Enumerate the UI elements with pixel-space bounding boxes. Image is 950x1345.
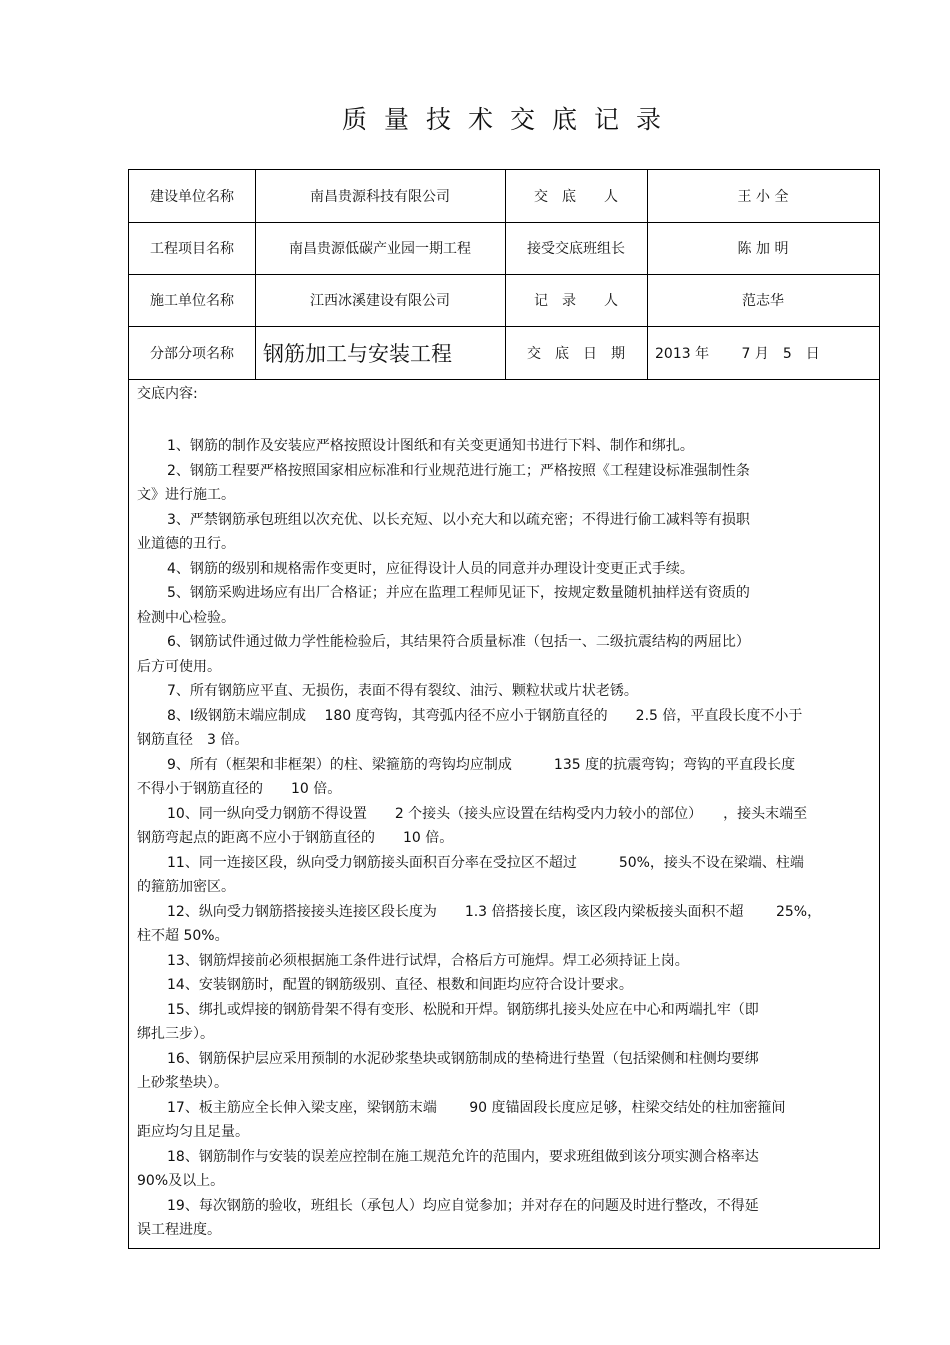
list-item: 8、Ⅰ级钢筋末端应制成 180 度弯钩，其弯弧内径不应小于钢筋直径的 2.5 倍，平直段长度不小于 钢筋直径 3 倍。 xyxy=(137,707,803,748)
list-item: 12、纵向受力钢筋搭接接头连接区段长度为 1.3 倍搭接长度，该区段内梁板接头面积不超 25%， 柱不超 50%。 xyxy=(137,903,822,944)
list-item: 2、钢筋工程要严格按照国家相应标准和行业规范进行施工；严格按照《工程建设标准强制性条 文》进行施工。 xyxy=(137,462,750,503)
record-table xyxy=(128,169,880,1249)
value-date: 2013 年 7 月 5 日 xyxy=(655,345,820,362)
label-subproject: 分部分项名称 xyxy=(150,345,234,362)
list-item: 16、钢筋保护层应采用预制的水泥砂浆垫块或钢筋制成的垫椅进行垫置（包括梁侧和柱侧均要绑 上砂浆垫块）。 xyxy=(137,1050,759,1091)
list-item: 1、钢筋的制作及安装应严格按照设计图纸和有关变更通知书进行下料、制作和绑扎。 xyxy=(167,438,694,454)
list-item: 3、严禁钢筋承包班组以次充优、以长充短、以小充大和以疏充密；不得进行偷工减料等有损职 业道德的丑行。 xyxy=(137,511,750,552)
list-item: 17、板主筋应全长伸入梁支座，梁钢筋末端 90 度锚固段长度应足够，柱梁交结处的柱加密箍间 距应均匀且足量。 xyxy=(137,1099,786,1140)
label-contractor: 施工单位名称 xyxy=(150,293,234,309)
label-date: 交 底 日 期 xyxy=(527,345,625,362)
briefing-content xyxy=(137,382,873,1243)
value-team-leader: 陈 加 明 xyxy=(737,241,789,257)
row-divider xyxy=(129,379,879,380)
value-contractor: 江西冰溪建设有限公司 xyxy=(310,293,450,309)
value-subproject: 钢筋加工与安装工程 xyxy=(263,341,452,366)
list-item: 5、钢筋采购进场应有出厂合格证；并应在监理工程师见证下，按规定数量随机抽样送有资质的 检测中心检验。 xyxy=(137,585,750,626)
list-item: 6、钢筋试件通过做力学性能检验后，其结果符合质量标准（包括一、二级抗震结构的两屈比） 后方可使用。 xyxy=(137,634,750,675)
list-item: 7、所有钢筋应平直、无损伤，表面不得有裂纹、油污、颗粒状或片状老锈。 xyxy=(167,683,638,699)
label-project: 工程项目名称 xyxy=(150,241,234,257)
label-presenter: 交 底 人 xyxy=(534,189,618,205)
document-title: 质量技术交底记录 xyxy=(341,105,678,134)
list-item: 18、钢筋制作与安装的误差应控制在施工规范允许的范围内，要求班组做到该分项实测合格率达 90%及以上。 xyxy=(137,1148,759,1189)
list-item: 10、同一纵向受力钢筋不得设置 2 个接头（接头应设置在结构受内力较小的部位） ，接头末端至 钢筋弯起点的距离不应小于钢筋直径的 10 倍。 xyxy=(137,805,808,846)
value-presenter: 王 小 全 xyxy=(737,189,789,205)
label-recorder: 记 录 人 xyxy=(534,293,618,309)
list-item: 15、绑扎或焊接的钢筋骨架不得有变形、松脱和开焊。钢筋绑扎接头处应在中心和两端扎牢（即 绑扎三步）。 xyxy=(137,1001,759,1042)
value-client: 南昌贵源科技有限公司 xyxy=(310,189,450,205)
list-item: 19、每次钢筋的验收，班组长（承包人）均应自觉参加；并对存在的问题及时进行整改，不得延 误工程进度。 xyxy=(137,1197,759,1238)
list-item: 11、同一连接区段，纵向受力钢筋接头面积百分率在受拉区不超过 50%，接头不设在梁端、柱端 的箍筋加密区。 xyxy=(137,854,804,895)
value-project: 南昌贵源低碳产业园一期工程 xyxy=(289,241,471,257)
content-label: 交底内容: xyxy=(137,386,198,402)
list-item: 4、钢筋的级别和规格需作变更时，应征得设计人员的同意并办理设计变更正式手续。 xyxy=(167,560,694,577)
list-item: 9、所有（框架和非框架）的柱、梁箍筋的弯钩均应制成 135 度的抗震弯钩；弯钩的平直段长度 不得小于钢筋直径的 10 倍。 xyxy=(137,756,796,797)
list-item: 13、钢筋焊接前必须根据施工条件进行试焊，合格后方可施焊。焊工必须持证上岗。 xyxy=(167,952,689,969)
value-recorder: 范志华 xyxy=(742,293,784,309)
label-team-leader: 接受交底班组长 xyxy=(527,241,625,257)
label-client: 建设单位名称 xyxy=(150,189,234,205)
list-item: 14、安装钢筋时，配置的钢筋级别、直径、根数和间距均应符合设计要求。 xyxy=(167,977,633,993)
